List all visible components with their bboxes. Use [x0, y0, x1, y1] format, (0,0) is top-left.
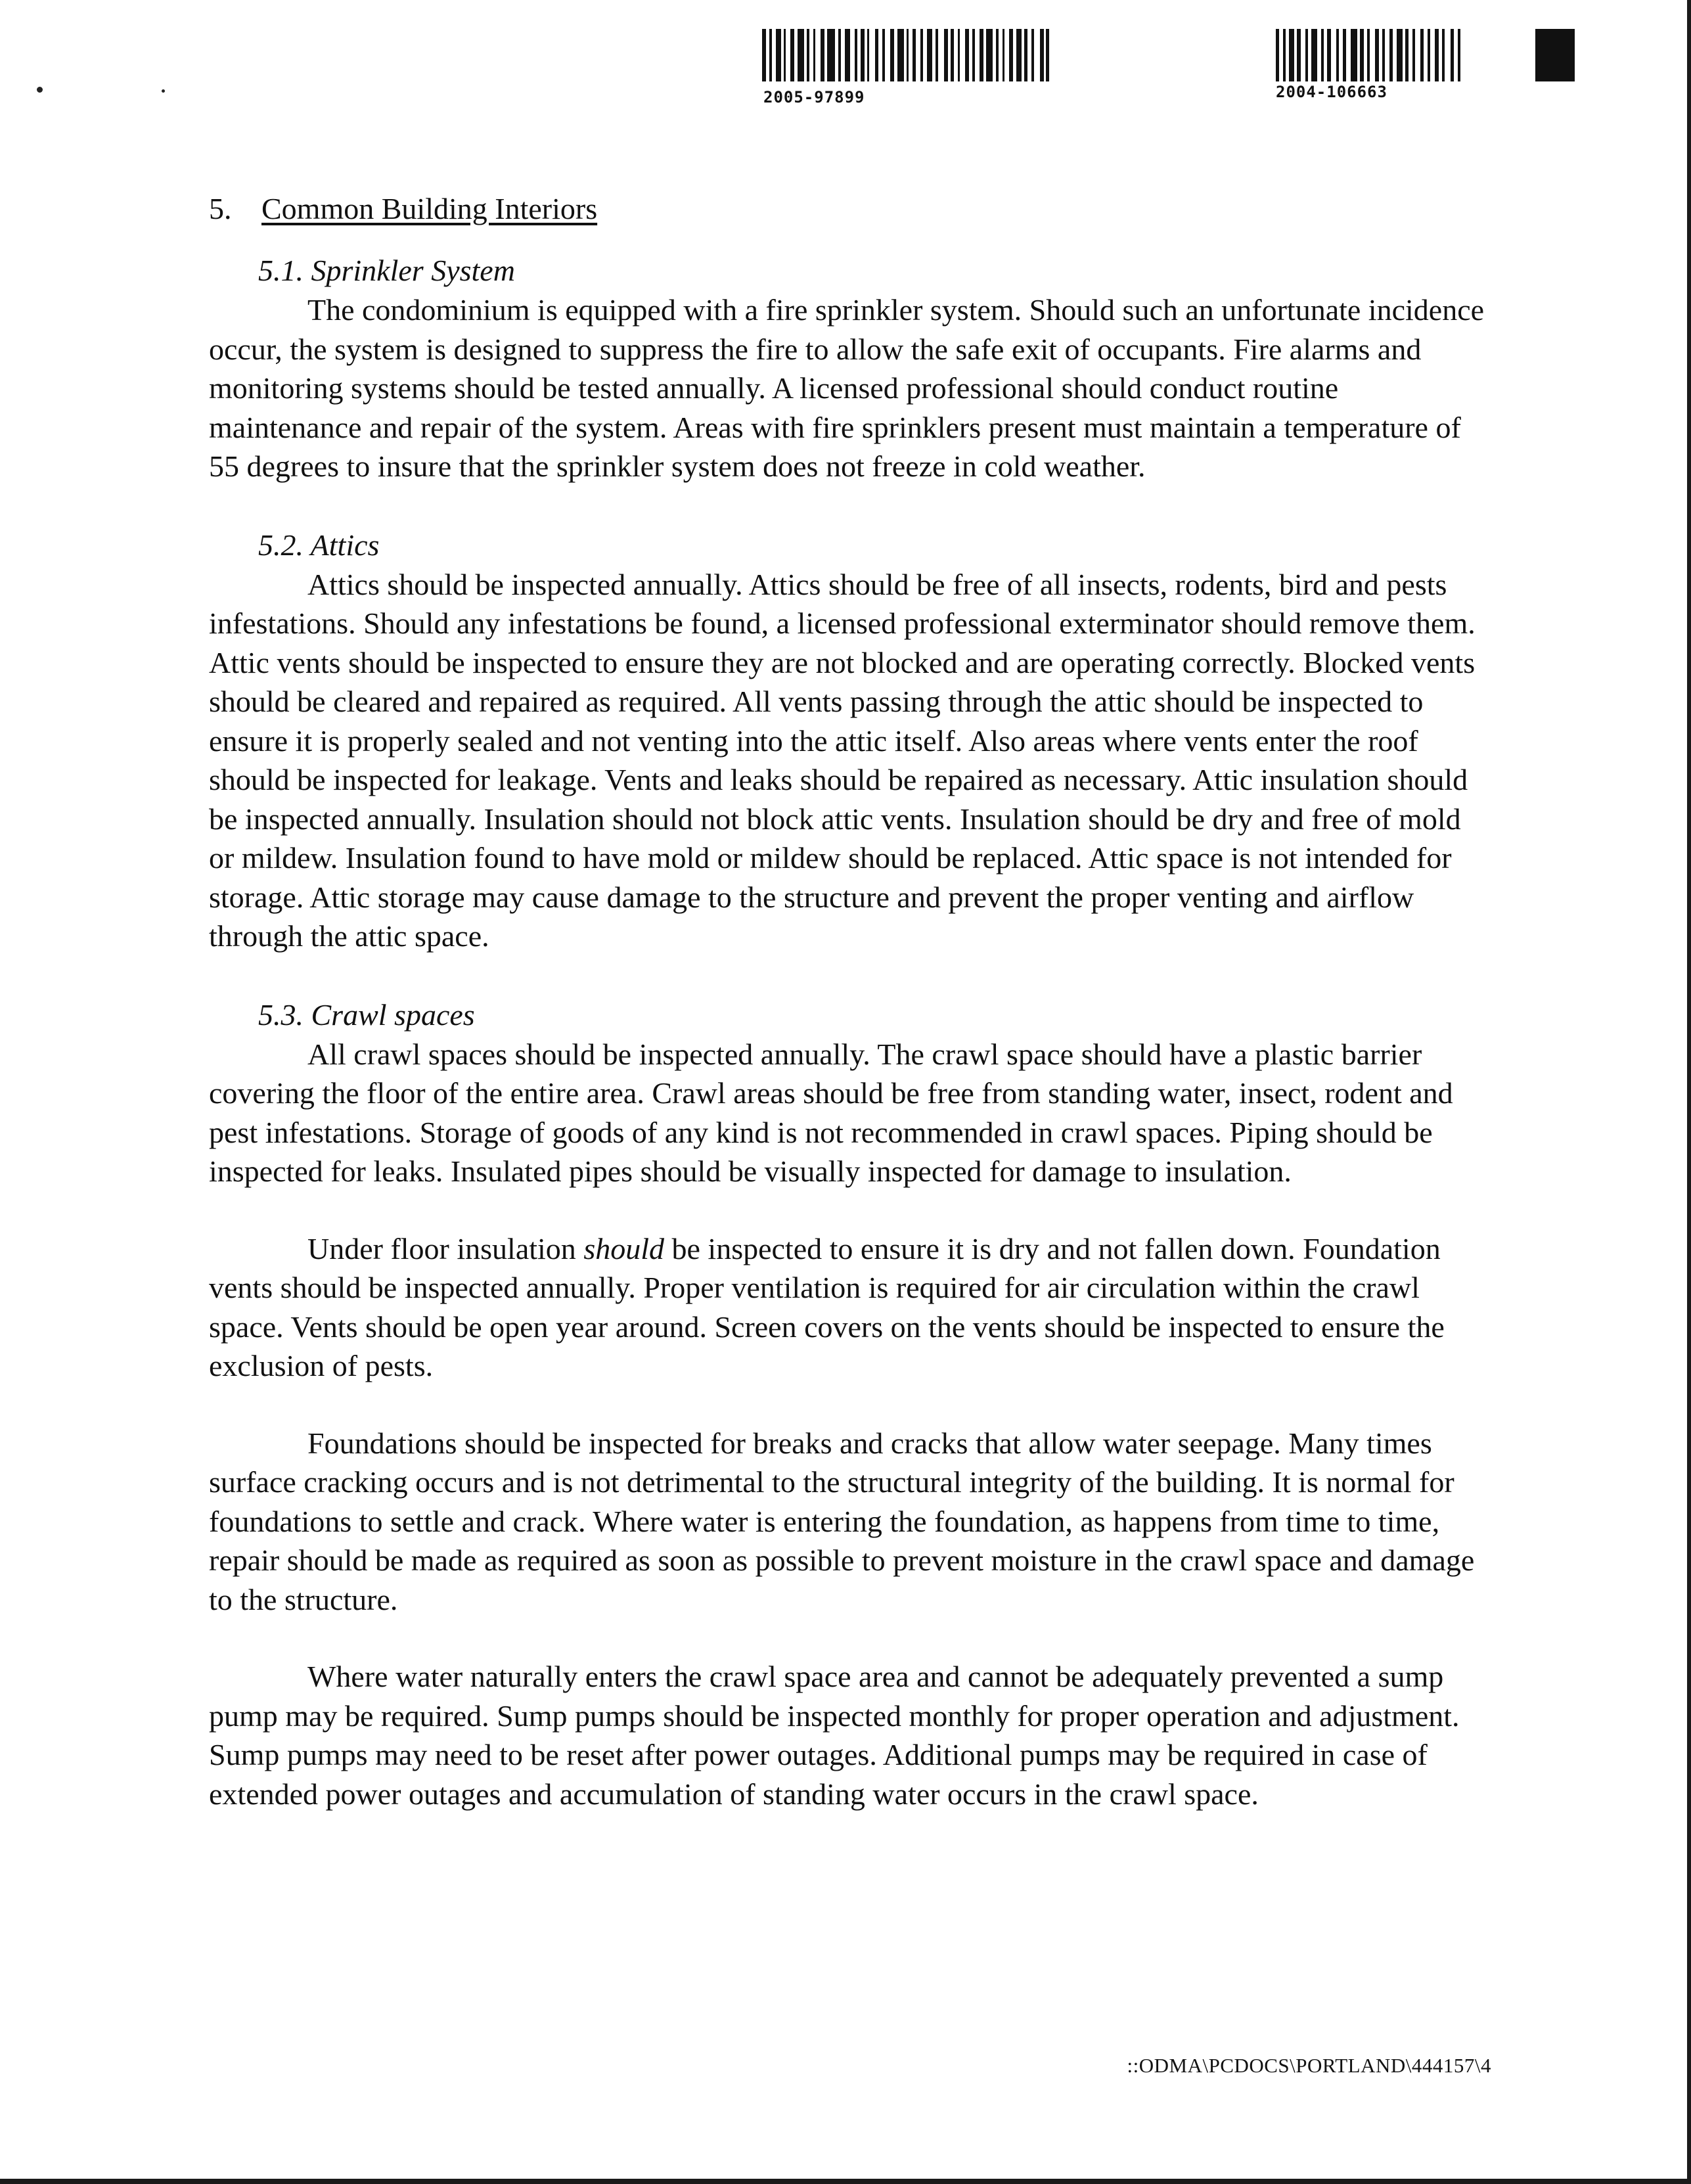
- section-number: 5.: [209, 192, 232, 225]
- barcode-bar: [867, 29, 869, 81]
- section-title: Common Building Interiors: [261, 192, 598, 225]
- barcode-bar: [855, 29, 857, 81]
- section-heading: [209, 189, 1490, 229]
- spacer: [209, 1619, 1490, 1657]
- barcode-bar: [897, 29, 904, 81]
- barcode-bar: [1351, 29, 1357, 81]
- barcode-bar: [1327, 29, 1331, 81]
- barcode-bar: [1535, 29, 1575, 81]
- barcode-bar: [807, 29, 809, 81]
- barcode-left: [762, 29, 1064, 81]
- barcode-bar: [769, 29, 772, 81]
- barcode-bar: [1305, 29, 1308, 81]
- barcode-bar: [1382, 29, 1385, 81]
- barcode-bar: [996, 29, 999, 81]
- barcode-left-number: 2005-97899: [763, 88, 865, 106]
- barcode-bar: [1420, 29, 1424, 81]
- paragraph-text: Under floor insulation: [307, 1231, 584, 1265]
- paragraph-sprinkler: The condominium is equipped with a fire sprinkler system. Should such an unfortunate incidence occur, the system is designed to suppress the fire to allow the safe exit of occupants. Fire alarms and monitoring systems should be tested annually. A licensed professional should conduct routine maintenance and repair of the system. Areas with fire sprinklers present must maintain a temperature of 55 degrees to insure that the sprinkler system does not freeze in cold weather.: [209, 293, 1485, 483]
- subsection-heading-attics: 5.2. Attics: [258, 528, 380, 562]
- barcode-bar: [1283, 29, 1286, 81]
- scan-speck: [162, 89, 165, 93]
- barcode-bar: [1435, 29, 1439, 81]
- scan-edge-bottom: [0, 2179, 1691, 2184]
- paragraph-under-floor-insulation: [209, 1229, 1490, 1386]
- paragraph-sump-pump: Where water naturally enters the crawl space area and cannot be adequately prevented a sump pump may be required. Sump pumps should be inspected monthly for proper operation and adjustment. Sump pumps may need to be reset after power outages. Additional pumps may be required in case of extended power outages and accumulation of standing water occurs in the crawl space.: [209, 1660, 1460, 1811]
- barcode-bar: [1009, 29, 1013, 81]
- barcode-bar: [1442, 29, 1445, 81]
- paragraph-text: be inspected to ensure it is dry and not fallen down. Foundation vents should be inspected annually. Proper ventilation is required for air circulation within the crawl space. Vents should be open year around. Screen covers on the vents should be inspected to ensure the exclusion of pests.: [209, 1231, 1445, 1382]
- barcode-bar: [1297, 29, 1301, 81]
- barcode-bar: [920, 29, 923, 81]
- footer-document-path: ::ODMA\PCDOCS\PORTLAND\444157\4: [1127, 2054, 1491, 2077]
- barcode-bar: [776, 29, 781, 81]
- barcode-bar: [1016, 29, 1022, 81]
- barcode-bar: [1397, 29, 1403, 81]
- barcode-bar: [1389, 29, 1393, 81]
- barcode-bar: [1311, 29, 1317, 81]
- barcode-bar: [1360, 29, 1364, 81]
- spacer: [209, 486, 1490, 526]
- barcode-bar: [1276, 29, 1279, 81]
- barcode-bar: [1412, 29, 1415, 81]
- barcode-bar: [821, 29, 824, 81]
- spacer: [209, 956, 1490, 995]
- barcode-bar: [1458, 29, 1460, 81]
- barcode-bar: [1367, 29, 1370, 81]
- paragraph-attics: Attics should be inspected annually. Attics should be free of all insects, rodents, bird and pests infestations. Should any infestations be found, a licensed professional exterminator should remove them. Attic vents should be inspected to ensure they are not blocked and are operating correctly. Blocked vents should be cleared and repaired as required. All vents passing through the attic should be inspected to ensure it is properly sealed and not venting into the attic itself. Also areas where vents enter the roof should be inspected for leakage. Vents and leaks should be repaired as necessary. Attic insulation should be inspected annually. Insulation should not block attic vents. Insulation should be dry and free of mold or mildew. Insulation found to have mold or mildew should be replaced. Attic space is not intended for storage. Attic storage may cause damage to the structure and prevent the proper venting and airflow through the attic space.: [209, 567, 1476, 953]
- barcode-bar: [936, 29, 938, 81]
- barcode-bar: [1336, 29, 1339, 81]
- barcode-bar: [907, 29, 909, 81]
- barcode-bar: [927, 29, 932, 81]
- barcode-bar: [790, 29, 794, 81]
- barcode-bar: [958, 29, 960, 81]
- barcode-bar: [762, 29, 766, 81]
- barcode-bar: [861, 29, 865, 81]
- barcode-bar: [813, 29, 815, 81]
- barcode-bar: [882, 29, 885, 81]
- barcode-bar: [965, 29, 969, 81]
- barcode-bar: [798, 29, 804, 81]
- barcode-bar: [972, 29, 975, 81]
- subsection-heading-crawl-spaces: 5.3. Crawl spaces: [258, 997, 475, 1032]
- barcode-left-graphic: [762, 29, 1064, 81]
- barcode-bar: [875, 29, 878, 81]
- subsection-heading-sprinkler: 5.1. Sprinkler System: [258, 254, 515, 287]
- paragraph-crawl-inspection: All crawl spaces should be inspected annually. The crawl space should have a plastic barrier covering the floor of the entire area. Crawl areas should be free from standing water, insect, rodent and pest infestations. Storage of goods of any kind is not recommended in crawl spaces. Piping should be inspected for leaks. Insulated pipes should be visually inspected for damage to insulation.: [209, 1037, 1453, 1188]
- barcode-bar: [827, 29, 835, 81]
- scan-speck: [37, 87, 43, 93]
- barcode-bar: [1024, 29, 1027, 81]
- barcode-bar: [784, 29, 786, 81]
- barcode-bar: [838, 29, 841, 81]
- barcode-bar: [1428, 29, 1430, 81]
- barcode-bar: [1343, 29, 1346, 81]
- barcode-bar: [1289, 29, 1294, 81]
- barcode-bar: [944, 29, 948, 81]
- barcode-bar: [1321, 29, 1324, 81]
- barcode-bar: [1375, 29, 1379, 81]
- barcode-bar: [1451, 29, 1454, 81]
- barcode-bar: [951, 29, 954, 81]
- document-body: [209, 189, 1490, 1813]
- barcode-bar: [1046, 29, 1049, 81]
- barcode-right-number: 2004-106663: [1276, 83, 1387, 101]
- scan-edge-right: [1687, 0, 1691, 2184]
- barcode-bar: [1031, 29, 1034, 81]
- spacer: [209, 1191, 1490, 1229]
- barcode-bar: [913, 29, 916, 81]
- barcode-bar: [1405, 29, 1409, 81]
- barcode-right-graphic: [1276, 29, 1575, 81]
- barcode-bar: [1040, 29, 1044, 81]
- spacer: [209, 1386, 1490, 1424]
- barcode-bar: [986, 29, 993, 81]
- barcode-bar: [1003, 29, 1004, 81]
- emphasis-text: should: [583, 1231, 664, 1265]
- paragraph-foundations: Foundations should be inspected for breaks and cracks that allow water seepage. Many times surface cracking occurs and is not detrimental to the structural integrity of the building. It is normal for foundations to settle and crack. Where water is entering the foundation, as happens from time to time, repair should be made as required as soon as possible to prevent moisture in the crawl space and damage to the structure.: [209, 1426, 1475, 1616]
- barcode-bar: [890, 29, 894, 81]
- barcode-bar: [845, 29, 850, 81]
- barcode-right: [1276, 29, 1575, 81]
- barcode-bar: [980, 29, 983, 81]
